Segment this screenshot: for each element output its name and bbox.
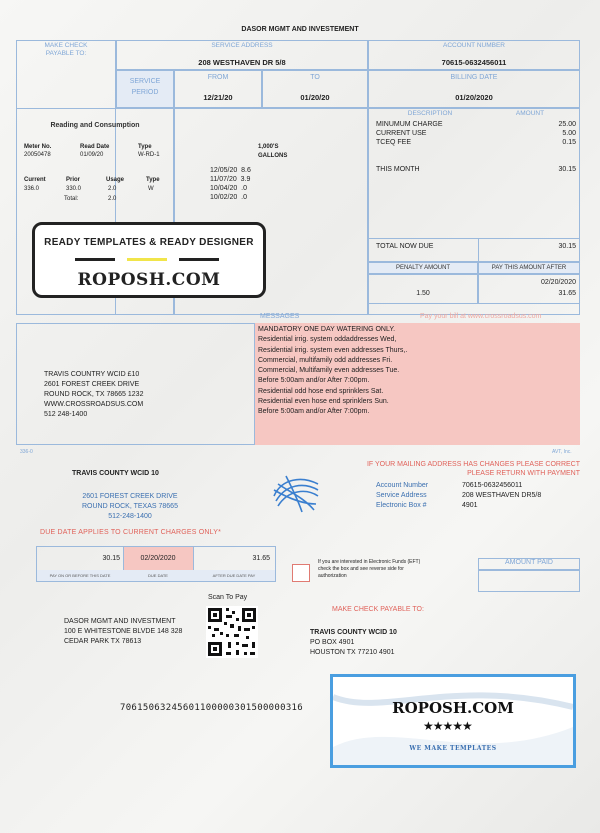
stub-amount: 30.15 (102, 555, 120, 562)
total-due-amount: 30.15 (558, 243, 576, 250)
remit-address-line: 2601 FOREST CREEK DRIVE (82, 493, 178, 500)
district-line: 2601 FOREST CREEK DRIVE (44, 381, 140, 388)
payee-line: TRAVIS COUNTY WCID 10 (310, 629, 397, 636)
amount-paid-label: AMOUNT PAID (505, 559, 553, 566)
service-address-label: SERVICE ADDRESS (211, 42, 273, 49)
address-change-notice: IF YOUR MAILING ADDRESS HAS CHANGES PLEASE CORRECT PLEASE RETURN WITH PAYMENT (366, 461, 580, 477)
to-label: TO (310, 74, 320, 81)
usage-value: 2.0 (108, 186, 117, 192)
type-label: Type (138, 144, 152, 150)
read-date-col (80, 143, 109, 159)
row-type-value: W (148, 186, 154, 192)
remit-address-line: ROUND ROCK, TEXAS 78665 (82, 503, 178, 510)
due-date-note: DUE DATE APPLIES TO CURRENT CHARGES ONLY* (40, 529, 222, 536)
stub-label-2: DUE DATE (148, 573, 168, 578)
account-number: 70615-0632456011 (441, 58, 507, 67)
customer-line: CEDAR PARK TX 78613 (64, 638, 142, 645)
make-check-label: MAKE CHECK PAYABLE TO: (44, 42, 88, 57)
code-right: AVT, Inc. (552, 449, 572, 455)
message-line: Commercial, Multifamily even addresses Tue. (258, 367, 400, 375)
amount-paid-input[interactable] (478, 570, 580, 592)
gallons-label: 1,000'S GALLONS (258, 144, 288, 159)
prior-header: Prior (66, 177, 81, 183)
district-line: WWW.CROSSROADSUS.COM (44, 401, 144, 408)
code-left: 336-0 (20, 449, 33, 455)
district-logo-icon (268, 468, 324, 518)
total-due-value-box (478, 238, 580, 262)
remit-field-values (462, 481, 541, 511)
eft-checkbox[interactable] (292, 564, 310, 582)
history-item: 10/04/20 .0 (210, 185, 247, 192)
reading-title: Reading and Consumption (50, 122, 140, 129)
penalty-amount: 1.50 (416, 290, 430, 297)
badge-title: ROPOSH.COM (392, 699, 514, 717)
pay-after-label: PAY THIS AMOUNT AFTER (491, 265, 567, 271)
scan-to-pay-label: Scan To Pay (208, 594, 248, 601)
pay-after-amount: 31.65 (558, 290, 576, 297)
remit-address (82, 492, 178, 522)
service-address: 208 WESTHAVEN DR 5/8 (198, 58, 286, 67)
type-value: W-RD-1 (138, 152, 160, 158)
district-line: TRAVIS COUNTRY WCID £10 (44, 371, 140, 378)
company-header: DASOR MGMT AND INVESTEMENT (241, 26, 359, 33)
charge-item: CURRENT USE 5.00 (376, 130, 576, 137)
history-list (210, 166, 251, 202)
stub-due-date: 02/20/2020 (140, 555, 176, 562)
account-number-field-label: Account Number (376, 482, 429, 489)
ready-templates-watermark (32, 222, 266, 298)
customer-line: DASOR MGMT AND INVESTMENT (64, 618, 176, 625)
service-address-field-value: 208 WESTHAVEN DR5/8 (462, 492, 542, 499)
service-address-field-label: Service Address (376, 492, 427, 499)
message-line: MANDATORY ONE DAY WATERING ONLY. (258, 326, 396, 333)
electronic-box-field-value: 4901 (462, 502, 478, 509)
prior-value: 330.0 (66, 186, 82, 192)
badge-stars-icon: ★★★★★ (423, 719, 472, 733)
penalty-value-box (368, 274, 478, 304)
ocr-scan-line: 70615063245601100000301500000316 (120, 703, 303, 713)
district-line: 512 248-1400 (44, 411, 88, 418)
watermark-bar-2 (127, 258, 167, 261)
from-label: FROM (207, 74, 229, 81)
stub-label-1: PAY ON OR BEFORE THIS DATE (49, 573, 111, 578)
eft-text: If you are interested in Electronic Funds (EFT) check the box and see reverse side for authorization (318, 559, 421, 579)
make-check-payable-label: MAKE CHECK PAYABLE TO: (332, 606, 424, 613)
messages-label: MESSAGES (260, 313, 300, 320)
total-due-label: TOTAL NOW DUE (376, 243, 434, 250)
billing-date: 01/20/2020 (455, 93, 493, 102)
total-label: Total: (64, 196, 79, 202)
history-item: 10/02/20 .0 (210, 194, 247, 201)
messages-list (258, 325, 407, 418)
history-item: 12/05/20 8.6 (210, 167, 251, 174)
read-date-value: 01/09/20 (80, 152, 104, 158)
usage-header: Usage (106, 177, 125, 183)
meter-no-label: Meter No. (24, 144, 52, 150)
row-type-header: Type (146, 177, 160, 183)
watermark-bar-3 (179, 258, 219, 261)
read-date-label: Read Date (80, 144, 110, 150)
meter-col (24, 143, 51, 159)
stub-label-3: AFTER DUE DATE PAY (212, 573, 256, 578)
message-line: Residential irrig. system oddaddresses Wed, (258, 336, 397, 344)
payee-line: PO BOX 4901 (310, 639, 355, 646)
billing-date-label: BILLING DATE (450, 74, 498, 81)
pay-after-date: 02/20/2020 (540, 279, 576, 286)
remit-name: TRAVIS COUNTY WCID 10 (72, 470, 159, 477)
service-period-label: SERVICE PERIOD (129, 78, 161, 96)
pay-online-note: Pay your bill at www.crossroadsus.com (420, 313, 542, 320)
current-value: 336.0 (24, 186, 40, 192)
message-line: Commercial, multifamily odd addresses Fri. (258, 356, 393, 364)
message-line: Residential irrig. system even addresses Thurs,. (258, 346, 408, 354)
customer-address (64, 617, 182, 647)
payee-address (310, 628, 397, 658)
this-month-amount: 30.15 (558, 166, 576, 173)
from-date: 12/21/20 (203, 93, 233, 102)
roposh-template-badge (330, 674, 576, 768)
payee-line: HOUSTON TX 77210 4901 (310, 649, 395, 656)
watermark-bar-1 (75, 258, 115, 261)
to-date: 01/20/20 (300, 93, 330, 102)
district-address (44, 370, 143, 420)
charge-item: TCEQ FEE 0.15 (376, 139, 576, 146)
message-line: Residential odd hose end sprinklers Sat. (258, 387, 384, 395)
message-line: Before 5:00am and/or After 7:00pm. (258, 408, 370, 416)
penalty-label: PENALTY AMOUNT (395, 265, 451, 271)
stub-after-amount: 31.65 (252, 555, 270, 562)
badge-tagline: WE MAKE TEMPLATES (409, 745, 497, 752)
charge-items (376, 120, 576, 147)
remit-field-labels (376, 481, 428, 511)
description-label: DESCRIPTION (407, 110, 453, 117)
district-line: ROUND ROCK, TX 78665 1232 (44, 391, 144, 398)
account-number-label: ACCOUNT NUMBER (443, 42, 505, 49)
type-col (138, 143, 160, 159)
customer-line: 100 E WHITESTONE BLVDE 148 328 (64, 628, 183, 635)
qr-code-icon[interactable] (206, 606, 258, 658)
remit-address-line: 512-248-1400 (108, 513, 152, 520)
message-line: Residential even hose end sprinklers Sun. (258, 398, 389, 406)
history-item: 11/07/20 3.9 (210, 176, 251, 183)
electronic-box-field-label: Electronic Box # (376, 502, 427, 509)
amount-label: AMOUNT (515, 110, 545, 117)
this-month-label: THIS MONTH (376, 166, 420, 173)
total-usage: 2.0 (108, 196, 117, 202)
watermark-line1: READY TEMPLATES & READY DESIGNER (44, 237, 254, 248)
message-line: Before 5:00am and/or After 7:00pm. (258, 377, 370, 385)
this-month-row (376, 166, 576, 173)
meter-no-value: 20050478 (24, 152, 51, 158)
charge-item: MINUMUM CHARGE 25.00 (376, 121, 576, 128)
watermark-line2: ROPOSH.COM (77, 270, 221, 290)
messages-divider (254, 323, 255, 445)
current-header: Current (24, 177, 46, 183)
account-number-field-value: 70615-0632456011 (462, 482, 523, 489)
